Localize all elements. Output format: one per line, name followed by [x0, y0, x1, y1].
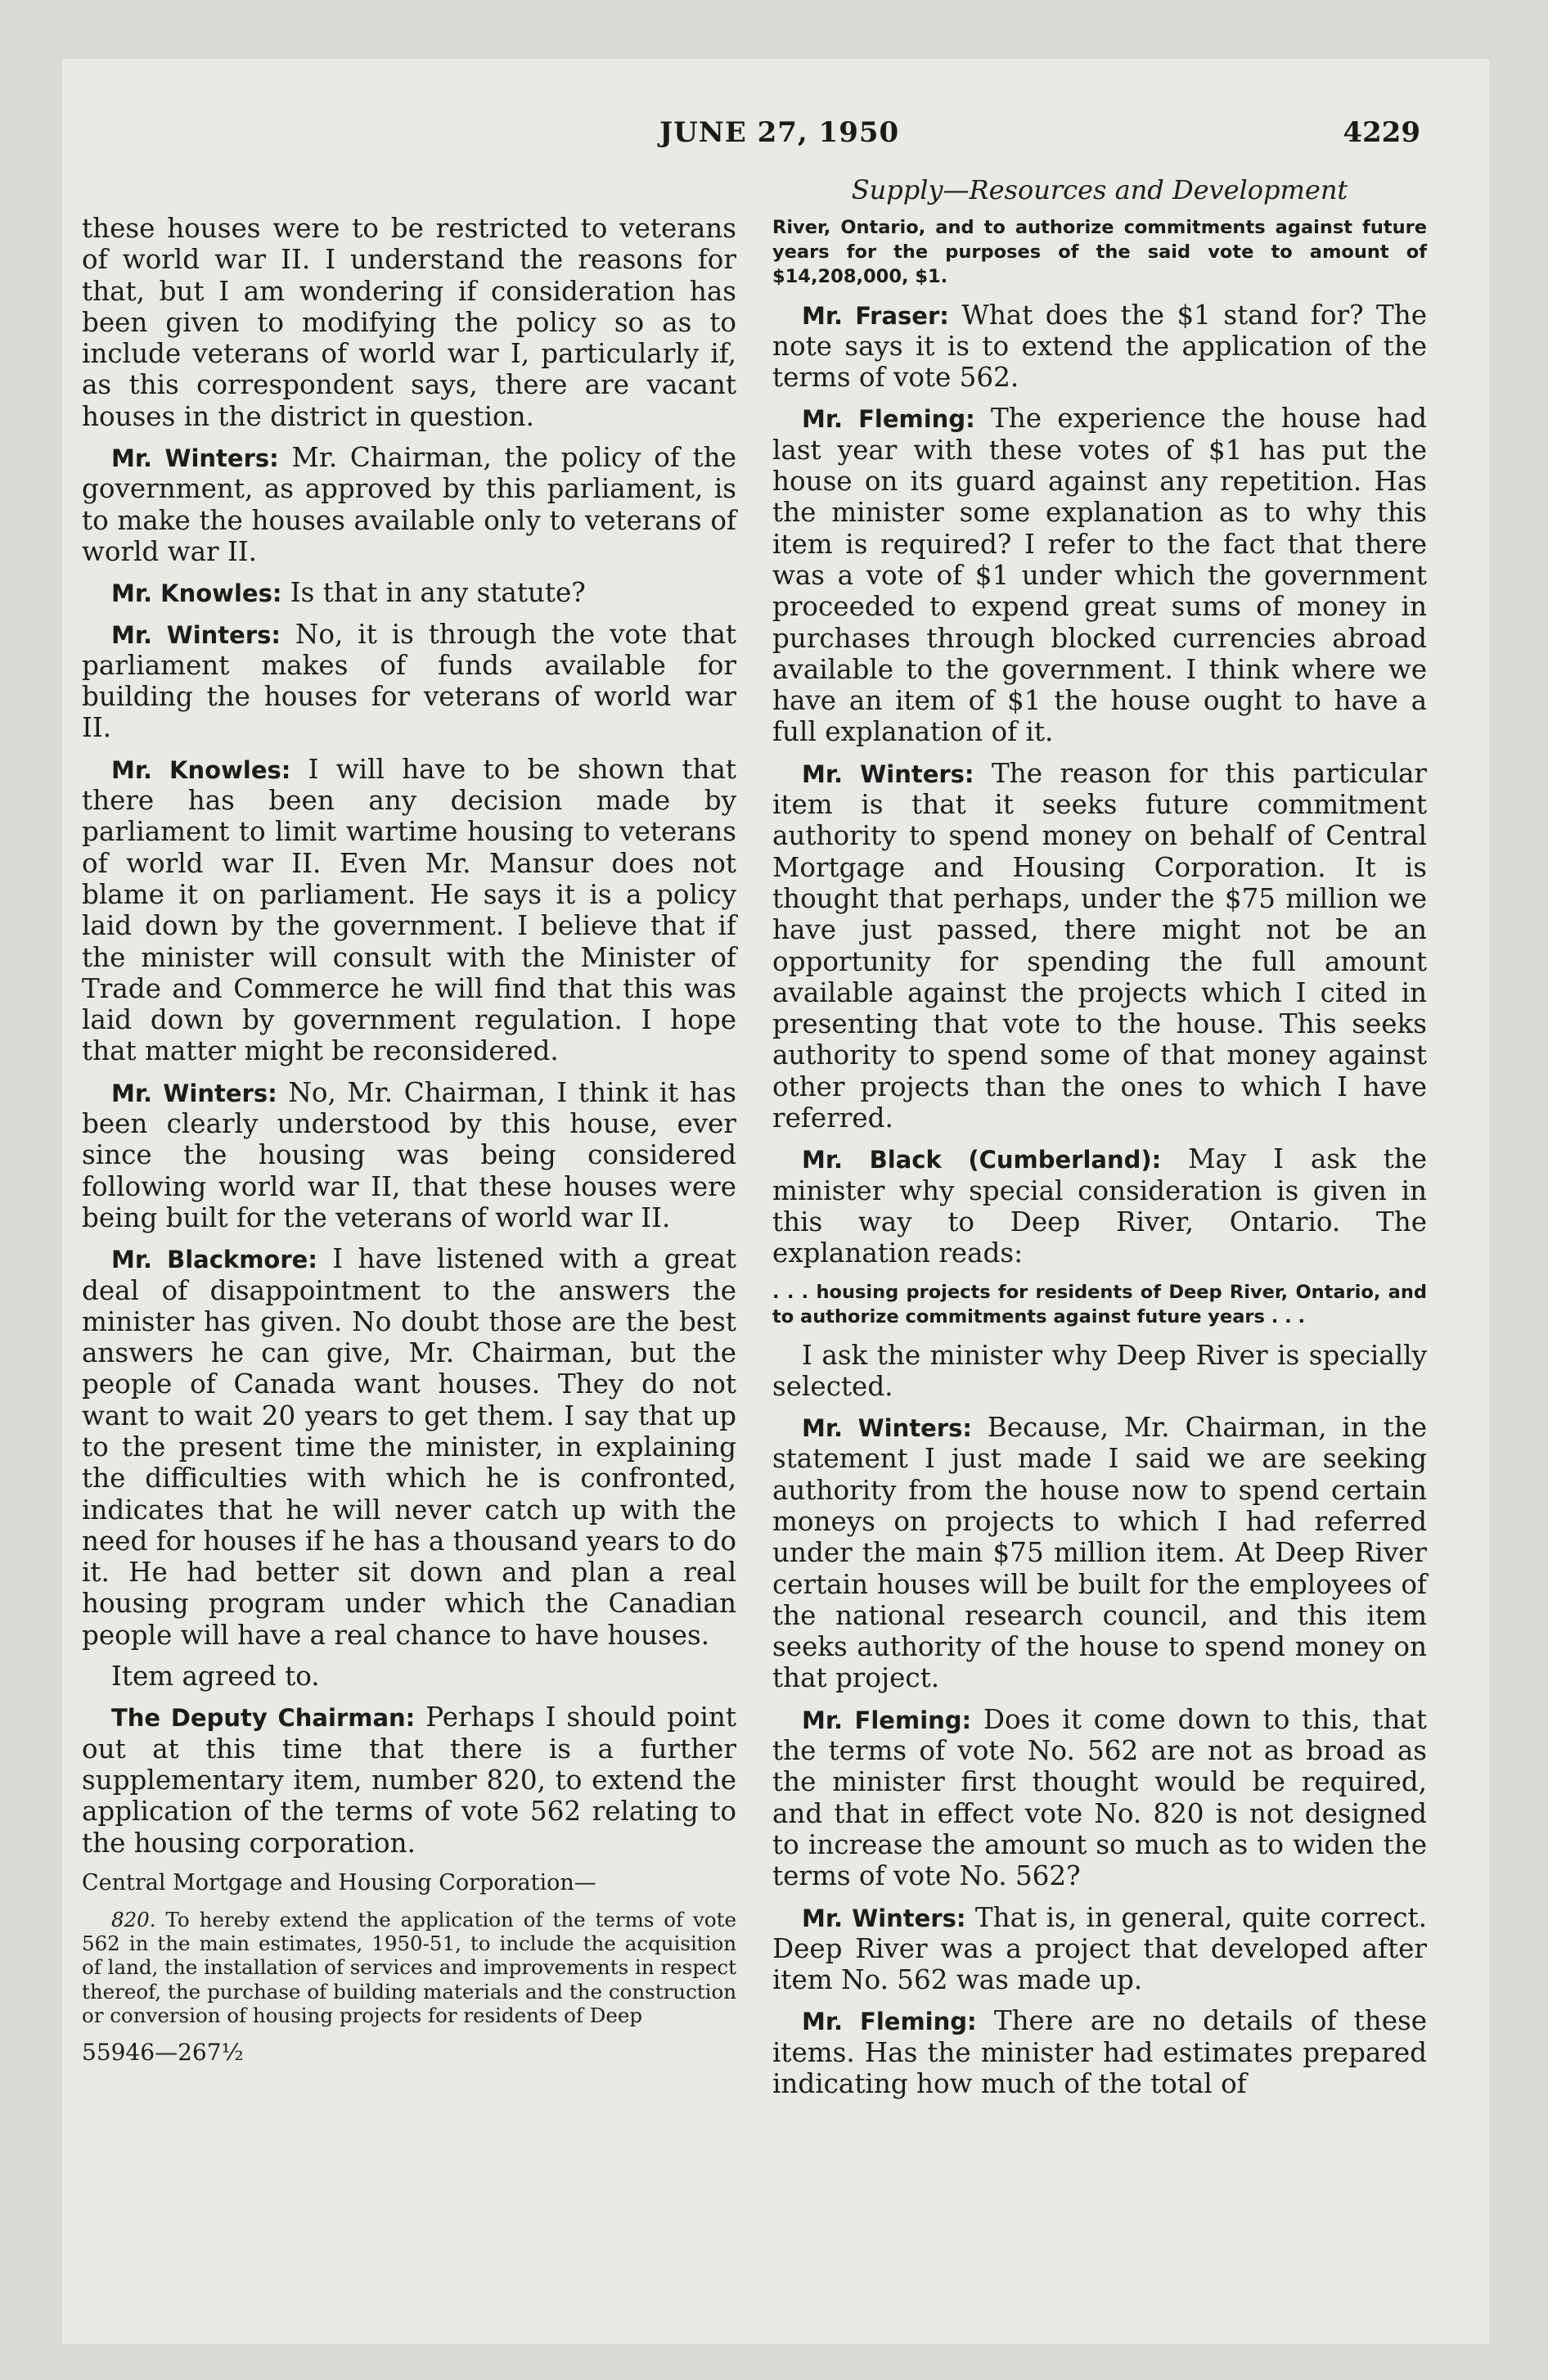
item-number: 820. [111, 1907, 156, 1931]
speech-text: Does it come down to this, that the terms of vote No. 562 are not as broad as the minister first thought would be required, and that in effect vote No. 820 is not designed to increase the amount so much as to widen the terms of vote No. 562? [772, 1703, 1427, 1892]
page [62, 59, 1489, 2344]
speech-text: I will have to be shown that there has been any decision made by parliament to limit wartime housing to veterans of world war II. Even Mr. Mansur does not blame it on parliament. He says it is a policy laid down by the government. I believe that if the minister will consult with the Minister of Trade and Commerce he will find that this was laid down by government regulation. I hope that matter might be reconsidered. [82, 753, 736, 1067]
speaker: Mr. Fleming: [802, 405, 975, 434]
speech [772, 2005, 1427, 2099]
speech-text: The reason for this particular item is that it seeks future commitment authority to spend money on behalf of Central Mortgage and Housing Corporation. It is thought that perhaps, under the $75 million we have just passed, there might not be an opportunity for spending the full amount available against the projects which I cited in presenting that vote to the house. This seeks authority to spend some of that money against other projects than the ones to which I have referred. [772, 757, 1427, 1134]
quotation [772, 1279, 1427, 1328]
header-date: JUNE 27, 1950 [659, 116, 900, 149]
speech-text: May I ask the minister why special consideration is given in this way to Deep River, Ontario. The explanation reads: [772, 1143, 1428, 1269]
speech-text: No, Mr. Chairman, I think it has been clearly understood by this house, ever since the housing was being considered following world war II, that these houses were being built for the veterans of world war II. [82, 1076, 736, 1233]
speech [772, 1704, 1427, 1892]
section-heading: Central Mortgage and Housing Corporation— [82, 1869, 596, 1895]
speaker: Mr. Black (Cumberland): [802, 1146, 1162, 1174]
page-number: 4229 [1343, 116, 1420, 149]
speaker: The Deputy Chairman: [111, 1704, 416, 1733]
speech-text: No, it is through the vote that parliament makes of funds available for building the houses for veterans of world war II. [82, 618, 736, 744]
speaker: Mr. Winters: [802, 1904, 966, 1932]
speaker: Mr. Fleming: [802, 1706, 972, 1734]
estimate-item [82, 1908, 736, 2028]
speech [772, 300, 1427, 394]
speaker: Mr. Blackmore: [111, 1246, 317, 1274]
speech-text: Because, Mr. Chairman, in the statement I just made I said we are seeking authority from the house now to spend certain moneys on projects to which I had referred under the main $75 million item. At Deep River certain houses will be built for the employees of the national research council, and this item seeks authority of the house to spend money on that project. [772, 1412, 1427, 1694]
speaker: Mr. Winters: [802, 760, 974, 788]
paragraph: these houses were to be restricted to veterans of world war II. I understand the reasons for that, but I am wondering if consideration has been given to modifying the policy so as to include veterans of world war I, particularly if, as this correspondent says, there are vacant houses in the district in question. [82, 213, 736, 432]
speech-text: Is that in any statute? [281, 577, 586, 609]
estimate-item-continued [772, 214, 1427, 288]
page-header [62, 116, 1489, 159]
speaker: Mr. Fraser: [802, 301, 949, 330]
speech [82, 1702, 736, 1858]
footer-code: 55946—267½ [82, 2038, 244, 2066]
left-column [82, 213, 736, 2076]
speaker: Mr. Winters: [111, 620, 281, 649]
speech-text: I have listened with a great deal of disappointment to the answers the minister has given. No doubt those are the best answers he can give, Mr. Chairman, but the people of Canada want houses. They do not want to wait 20 years to get them. I say that up to the present time the minister, in explaining the difficulties with which he is confronted, indicates that he will never catch up with the need for houses if he has a thousand years to do it. He had better sit down and plan a real housing program under which the Canadian people will have a real chance to have houses. [82, 1243, 736, 1651]
item-text: To hereby extend the application of the terms of vote 562 in the main estimates, 1950-51, to include the acquisition of land, the installation of services and improvements in respect thereof, the purchase of building materials and the construction or conversion of housing projects for residents of Deep [82, 1907, 736, 2028]
speaker: Mr. Winters: [802, 1414, 972, 1443]
paragraph: I ask the minister why Deep River is specially selected. [772, 1339, 1427, 1402]
item-agreed: Item agreed to. [111, 1661, 320, 1693]
speech [772, 403, 1427, 747]
speech-text: Perhaps I should point out at this time that there is a further supplementary item, number 820, to extend the application of the terms of vote 562 relating to the housing corporation. [82, 1702, 736, 1859]
speaker: Mr. Fleming: [802, 2008, 977, 2036]
speech [82, 1077, 736, 1233]
item-text: River, Ontario, and to authorize commitments against future years for the purposes of the said vote to amount of $14,208,000, $1. [772, 216, 1427, 287]
speech [82, 577, 736, 608]
speech [82, 1243, 736, 1651]
speech [772, 1902, 1427, 1996]
speech-text: What does the $1 stand for? The note says it is to extend the application of the terms of vote 562. [772, 299, 1428, 394]
speech-text: That is, in general, quite correct. Deep River was a project that developed after item No. 562 was made up. [772, 1901, 1427, 1996]
speech-text: The experience the house had last year with these votes of $1 has put the house on its guard against any repetition. Has the minister some explanation as to why this item is required? I refer to the fact that there was a vote of $1 under which the government proceeded to expend great sums of money in purchases through blocked currencies abroad available to the government. I think where we have an item of $1 the house ought to have a full explanation of it. [772, 403, 1428, 748]
quote-text: . . . housing projects for residents of Deep River, Ontario, and to authorize commitments against future years . . . [772, 1281, 1427, 1327]
speech [772, 758, 1427, 1134]
right-column [772, 175, 1427, 2109]
speaker: Mr. Winters: [111, 444, 279, 473]
speaker: Mr. Winters: [111, 1079, 277, 1107]
speech [772, 1412, 1427, 1694]
running-head: Supply—Resources and Development [851, 174, 1348, 205]
speaker: Mr. Knowles: [111, 755, 291, 784]
speech [82, 619, 736, 744]
speech [82, 754, 736, 1067]
speech [772, 1143, 1427, 1269]
speech-text: Mr. Chairman, the policy of the government, as approved by this parliament, is to make the houses available only to veterans of world war II. [82, 442, 737, 567]
speech [82, 442, 736, 567]
speaker: Mr. Knowles: [111, 579, 282, 608]
speech-text: There are no details of these items. Has the minister had estimates prepared indicating how much of the total of [772, 2005, 1428, 2100]
